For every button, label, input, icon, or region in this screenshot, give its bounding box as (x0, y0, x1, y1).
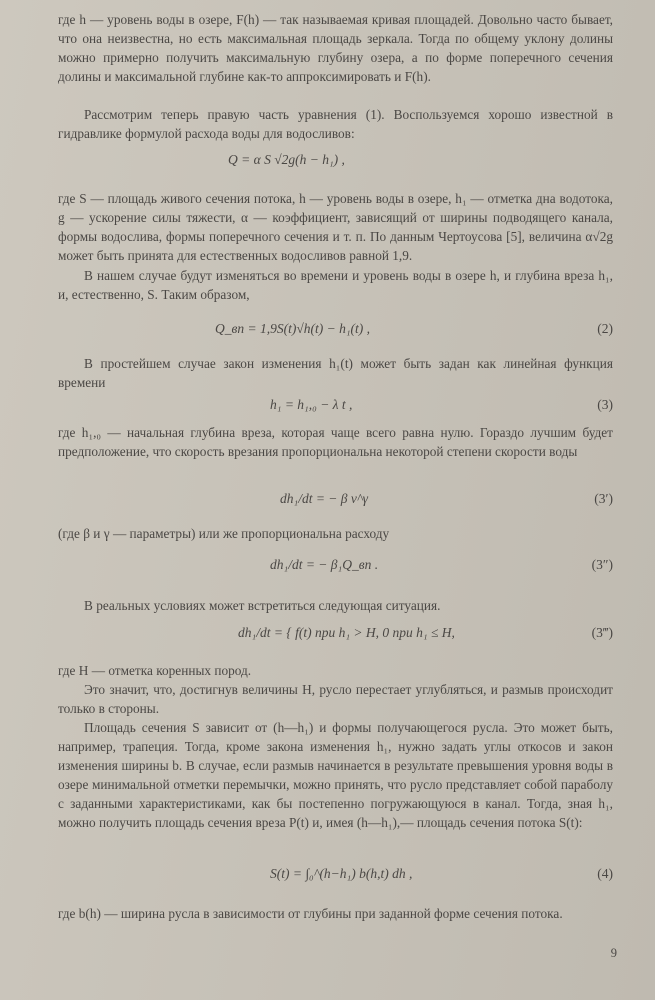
equation-7-number: (4) (597, 866, 613, 881)
equation-4 (58, 491, 613, 517)
equation-7-formula: S(t) = ∫₀^(h−h₁) b(h,t) dh , (270, 866, 413, 881)
equation-2 (58, 321, 613, 347)
equation-6 (58, 625, 613, 651)
equation-3 (58, 397, 613, 423)
paragraph-9: где H — отметка коренных пород. (58, 663, 252, 678)
equation-6-formula: dh₁/dt = { f(t) при h₁ > H, 0 при h₁ ≤ H, (238, 625, 455, 640)
equation-3-formula: h₁ = h₁,₀ − λ t , (270, 397, 353, 412)
page-number: 9 (610, 946, 617, 960)
paragraph-2: Рассмотрим теперь правую часть уравнения (1). Воспользуемся хорошо известной в гидравлике формулой расхода воды для водосливов: (58, 107, 613, 141)
equation-4-number: (3′) (594, 491, 613, 506)
paragraph-1: где h — уровень воды в озере, F(h) — так называемая кривая площадей. Довольно часто бывает, что она неизвестна, но есть максимальная площадь зеркала. Тогда по общему уклону долины можно примерно получить максимальную глубину озера, а по форме поперечного сечения долины и максимальной глубине как-то аппроксимировать и F(h). (58, 12, 613, 84)
paragraph-12: где b(h) — ширина русла в зависимости от глубины при заданной форме сечения потока. (58, 906, 563, 921)
paragraph-7: (где β и γ — параметры) или же пропорциональна расходу (58, 526, 390, 541)
equation-1 (58, 152, 613, 178)
equation-5-number: (3″) (591, 557, 613, 572)
paragraph-4: В нашем случае будут изменяться во времени и уровень воды в озере h, и глубина вреза h₁, и, естественно, S. Таким образом, (58, 268, 613, 302)
equation-3-number: (3) (597, 397, 613, 412)
paragraph-3: где S — площадь живого сечения потока, h — уровень воды в озере, h₁ — отметка дна водотока, g — ускорение силы тяжести, α — коэффициент, зависящий от ширины подводящего канала, формы водослива, формы поперечного сечения и т. п. По данным Чертоусова [5], величина α√2g может быть принята для естественных водосливов равной 1,9. (58, 191, 613, 263)
paragraph-8: В реальных условиях может встретиться следующая ситуация. (84, 598, 441, 613)
paragraph-6: где h₁,₀ — начальная глубина вреза, которая чаще всего равна нулю. Гораздо лучшим будет предположение, что скорость врезания пропорциональна некоторой степени скорости воды (58, 425, 613, 459)
equation-1-formula: Q = α S √2g(h − h₁) , (228, 152, 345, 167)
equation-2-formula: Q_вп = 1,9S(t)√h(t) − h₁(t) , (215, 321, 371, 336)
paragraph-5: В простейшем случае закон изменения h₁(t) может быть задан как линейная функция времени (58, 356, 613, 390)
equation-5-formula: dh₁/dt = − β₁Q_вп . (270, 557, 379, 572)
paragraph-10: Это значит, что, достигнув величины H, русло перестает углубляться, и размыв происходит только в стороны. (58, 682, 613, 716)
equation-2-number: (2) (597, 321, 613, 336)
equation-5 (58, 557, 613, 583)
equation-6-number: (3‴) (591, 625, 613, 640)
equation-4-formula: dh₁/dt = − β v^γ (280, 491, 368, 506)
paragraph-11: Площадь сечения S зависит от (h—h₁) и формы получающегося русла. Это может быть, например, трапеция. Тогда, кроме закона изменения h₁, нужно задать углы откосов и закон изменения ширины b. В случае, если размыв начинается в результате превышения уровня воды в озере минимальной отметки перемычки, можно принять, что русло представляет собой параболу с заданными характеристиками, как бы постепенно погружающуюся в канал. Тогда, зная h₁, можно получить площадь сечения вреза P(t) и, имея (h—h₁),— площадь сечения потока S(t): (58, 720, 613, 830)
equation-7 (58, 866, 613, 892)
